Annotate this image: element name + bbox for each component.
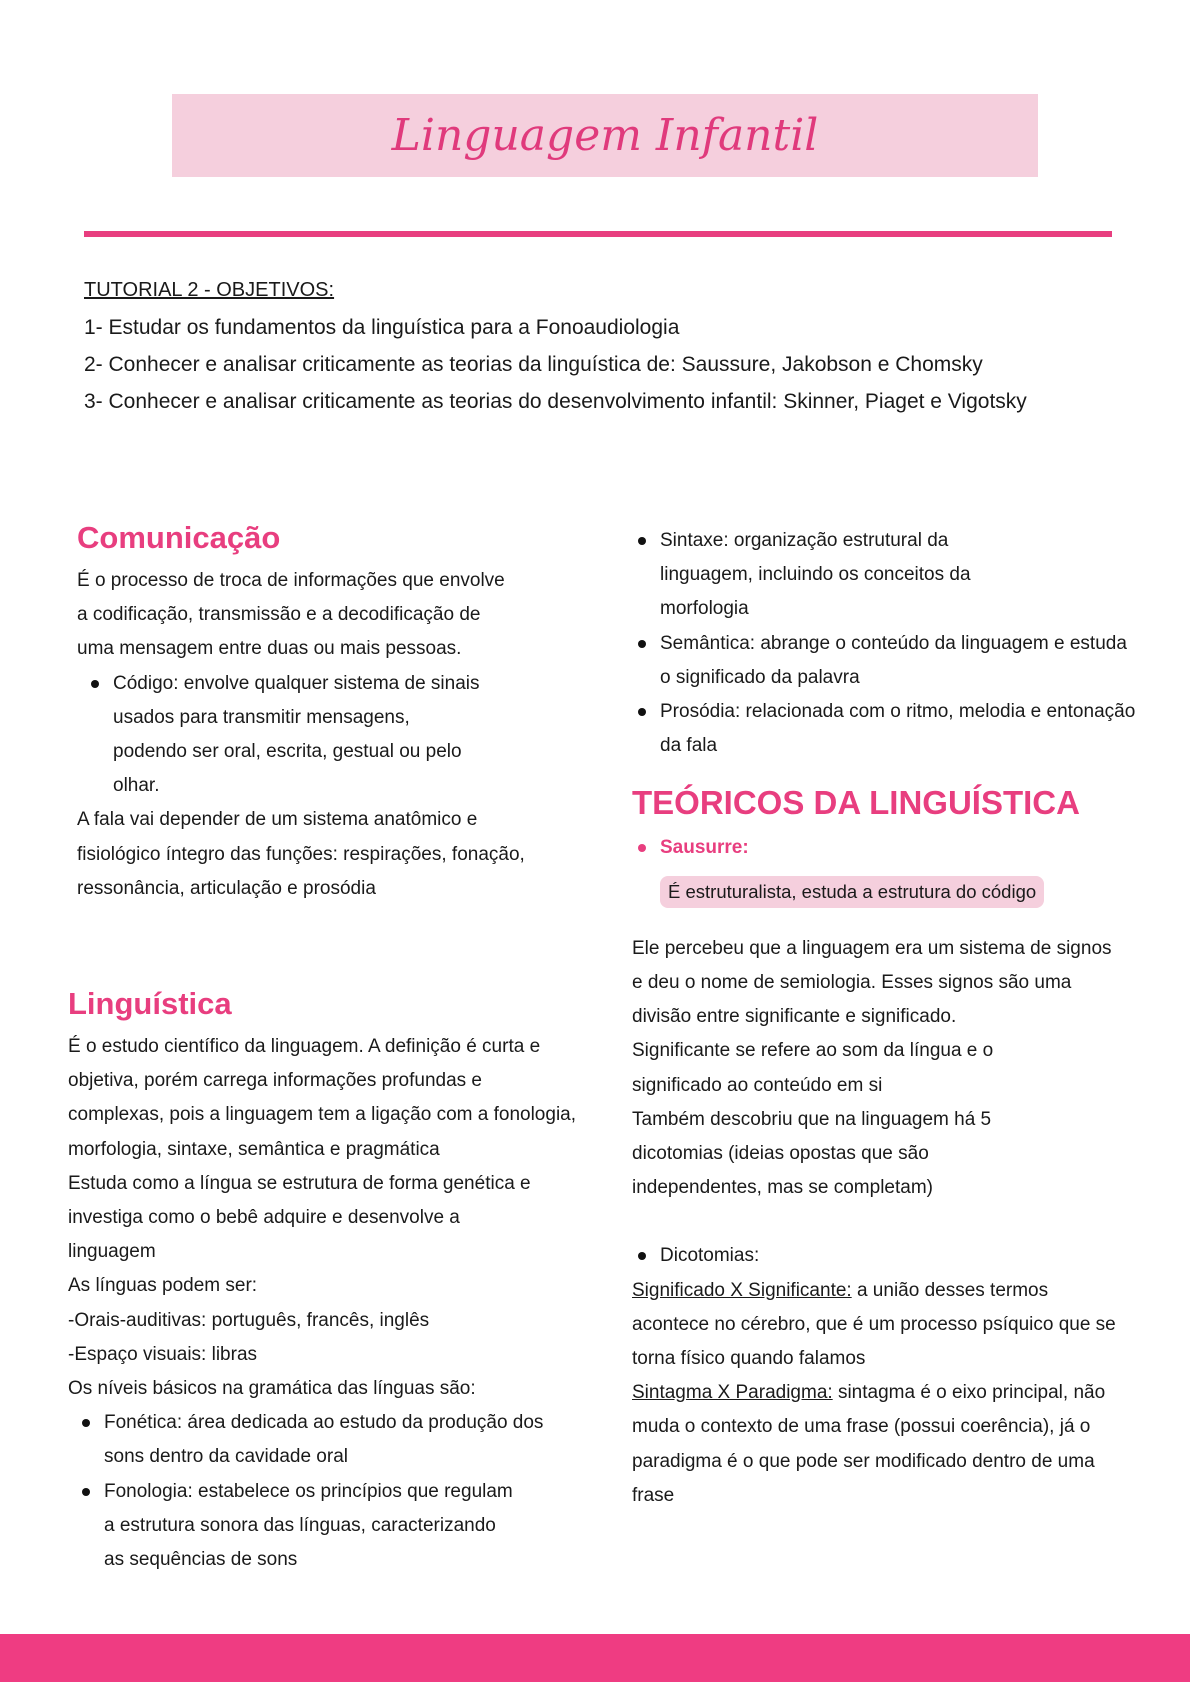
saussure-label: Sausurre: [632, 831, 1142, 865]
dicotomia-term: Sintagma X Paradigma: [632, 1382, 833, 1404]
objective-item: 3- Conhecer e analisar criticamente as teorias do desenvolvimento infantil: Skinner, Piaget e Vigotsky [84, 390, 1027, 413]
paragraph: Os níveis básicos na gramática das línguas são: [68, 1378, 476, 1400]
paragraph: Significante se refere ao som da língua e o significado ao conteúdo em si [632, 1040, 994, 1096]
divider [84, 231, 1112, 237]
paragraph: Estuda como a língua se estrutura de forma genética e investiga como o bebê adquire e desenvolve a linguagem [68, 1172, 531, 1263]
list-item: Semântica: abrange o conteúdo da linguagem e estuda o significado da palavra [632, 627, 1142, 695]
list-item: Prosódia: relacionada com o ritmo, melodia e entonação da fala [632, 695, 1142, 763]
objective-item: 2- Conhecer e analisar criticamente as teorias da linguística de: Saussure, Jakobson e Chomsky [84, 353, 983, 376]
list-item: Sintaxe: organização estrutural da linguagem, incluindo os conceitos da morfologia [632, 524, 1012, 627]
dicotomia-term: Significado X Significante: [632, 1279, 852, 1301]
objectives-heading: TUTORIAL 2 - OBJETIVOS: [84, 279, 335, 301]
highlight-note: É estruturalista, estuda a estrutura do código [660, 876, 1044, 908]
list-item: Fonética: área dedicada ao estudo da produção dos sons dentro da cavidade oral [76, 1406, 578, 1474]
objective-item: 1- Estudar os fundamentos da linguística para a Fonoaudiologia [84, 316, 680, 339]
paragraph: É o processo de troca de informações que envolve a codificação, transmissão e a decodificação de uma mensagem entre duas ou mais pessoas. [77, 570, 505, 660]
paragraph: A fala vai depender de um sistema anatômico e fisiológico íntegro das funções: respirações, fonação, ressonância, articulação e prosódia [77, 809, 525, 899]
paragraph: -Espaço visuais: libras [68, 1343, 258, 1365]
paragraph: As línguas podem ser: [68, 1275, 258, 1297]
list-item: Código: envolve qualquer sistema de sinais usados para transmitir mensagens, podendo ser oral, escrita, gestual ou pelo olhar. [85, 667, 485, 804]
list-item: Dicotomias: [632, 1239, 1122, 1273]
paragraph: É o estudo científico da linguagem. A definição é curta e objetiva, porém carrega informações profundas e complexas, pois a linguagem tem a ligação com a fonologia, morfologia, sintaxe, semântica e pragmática [68, 1036, 577, 1160]
section-linguistica [68, 982, 578, 1577]
paragraph: Ele percebeu que a linguagem era um sistema de signos e deu o nome de semiologia. Esses signos são uma divisão entre significante e significado. [632, 937, 1112, 1028]
paragraph: -Orais-auditivas: português, francês, inglês [68, 1309, 430, 1331]
section-comunicacao [77, 516, 525, 906]
list-item: Fonologia: estabelece os princípios que regulam a estrutura sonora das línguas, caracterizando as sequências de sons [76, 1475, 516, 1578]
page-title: Linguagem Infantil [391, 110, 819, 161]
dicotomia [632, 1274, 1122, 1377]
dicotomia-text: a união desses termos acontece no cérebro, que é um processo psíquico que se torna físico quando falamos [632, 1279, 1116, 1370]
dicotomia [632, 1376, 1122, 1513]
dicotomia-text: sintagma é o eixo principal, não muda o contexto de uma frase (possui coerência), já o paradigma é o que pode ser modificado dentro de uma frase [632, 1382, 1106, 1506]
right-column [632, 524, 1142, 1513]
objectives [84, 272, 1112, 420]
section-heading: Linguística [68, 986, 232, 1021]
paragraph: Também descobriu que na linguagem há 5 dicotomias (ideias opostas que são independentes, mas se completam) [632, 1108, 992, 1199]
footer-bar [0, 1634, 1190, 1682]
section-heading: TEÓRICOS DA LINGUÍSTICA [632, 784, 1080, 822]
section-heading: Comunicação [77, 520, 281, 555]
title-banner [172, 94, 1038, 177]
